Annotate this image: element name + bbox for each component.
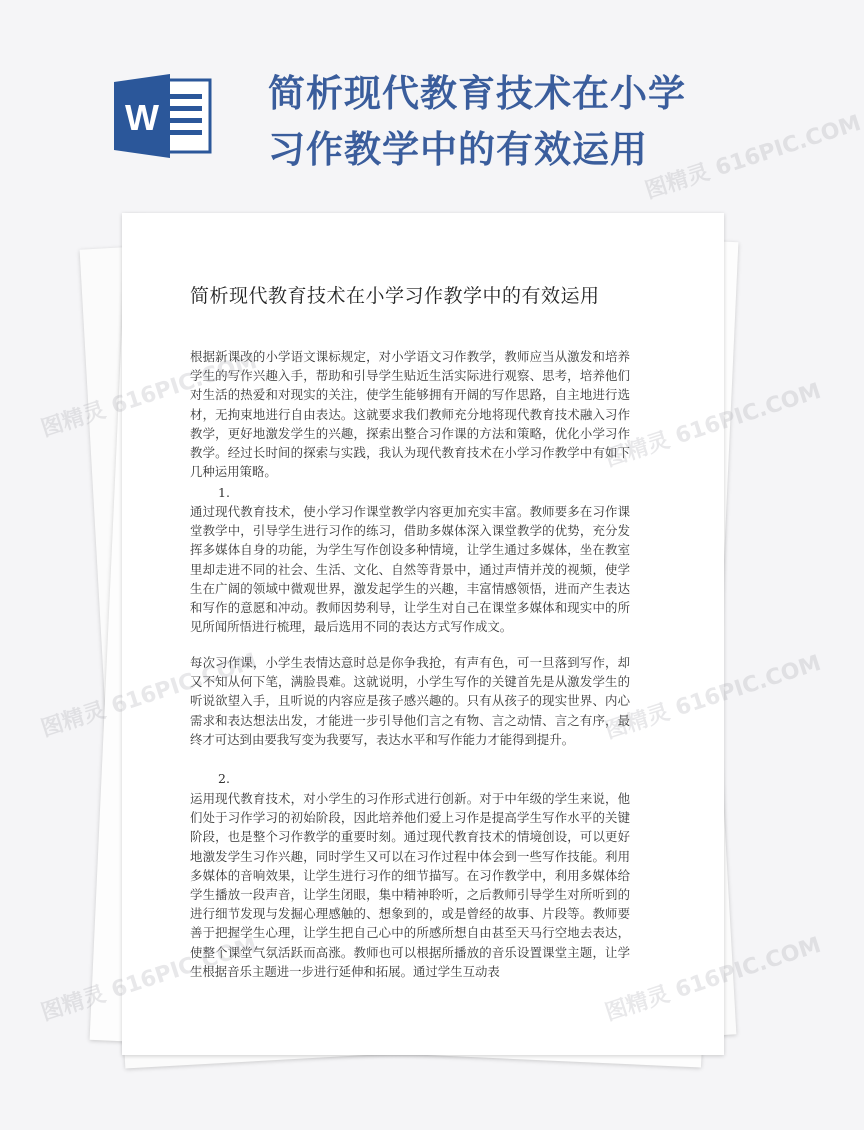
watermark: 图精灵 616PIC.COM <box>38 648 261 743</box>
section-1-paragraph: 通过现代教育技术，使小学习作课堂教学内容更加充实丰富。教师要多在习作课堂教学中，引导学生进行习作的练习，借助多媒体深入课堂教学的优势，充分发挥多媒体自身的功能，为学生写作创设多种情境，让学生通过多媒体，坐在教室里却走进不同的社会、生活、文化、自然等背景中，通过声情并茂的视频，使学生在广阔的领域中微观世界，激发起学生的兴趣，丰富情感领悟，进而产生表达和写作的意愿和冲动。教师因势利导，让学生对自己在课堂多媒体和现实中的所见所闻所悟进行梳理，最后选用不同的表达方式写作成文。 <box>190 504 630 635</box>
header-title: 简析现代教育技术在小学习作教学中的有效运用 <box>268 72 686 171</box>
watermark: 图精灵 616PIC.COM <box>602 650 825 745</box>
watermark: 图精灵 616PIC.COM <box>38 348 261 443</box>
word-document-icon <box>112 72 212 160</box>
document-title: 简析现代教育技术在小学习作教学中的有效运用 <box>190 285 600 307</box>
section-number: 1. <box>218 485 230 500</box>
section-number: 2. <box>218 771 230 786</box>
watermark: 图精灵 616PIC.COM <box>602 378 825 473</box>
document-page <box>122 213 724 1055</box>
intro-paragraph: 根据新课改的小学语文课标规定，对小学语文习作教学，教师应当从激发和培养学生的写作兴趣入手，帮助和引导学生贴近生活实际进行观察、思考，培养他们对生活的热爱和对现实的关注，使学生能够拥有开阔的写作思路，自主地进行选材，无拘束地进行自由表达。这就要求我们教师充分地将现代教育技术融入习作教学，更好地激发学生的兴趣，探索出整合习作课的方法和策略，优化小学习作教学。经过长时间的探索与实践，我认为现代教育技术在小学习作教学中有如下几种运用策略。 <box>190 349 630 480</box>
section-2-paragraph: 运用现代教育技术，对小学生的习作形式进行创新。对于中年级的学生来说，他们处于习作学习的初始阶段，因此培养他们爱上习作是提高学生写作水平的关键阶段，也是整个习作教学的重要时刻。通过现代教育技术的情境创设，可以更好地激发学生习作兴趣，同时学生又可以在习作过程中体会到一些写作技能。利用多媒体的音响效果，让学生进行习作的细节描写。在习作教学中，利用多媒体给学生播放一段声音，让学生闭眼，集中精神聆听，之后教师引导学生对所听到的进行细节发现与发掘心理感触的、想象到的，或是曾经的故事、片段等。教师要善于把握学生心理，让学生把自己心中的所感所想自由甚至天马行空地去表达，使整个课堂气氛活跃而高涨。教师也可以根据所播放的音乐设置课堂主题，让学生根据音乐主题进一步进行延伸和拓展。通过学生互动表 <box>190 791 630 979</box>
watermark: 图精灵 616PIC.COM <box>602 932 825 1027</box>
word-icon-letter: W <box>125 97 159 138</box>
watermark: 图精灵 616PIC.COM <box>642 110 864 205</box>
body-paragraph: 每次习作课，小学生表情达意时总是你争我抢，有声有色，可一旦落到写作，却又不知从何下笔，满脸畏难。这就说明，小学生写作的关键首先是从激发学生的听说欲望入手，且听说的内容应是孩子感兴趣的。只有从孩子的现实世界、内心需求和表达想法出发，才能进一步引导他们言之有物、言之动情、言之有序，最终才可达到由要我写变为我要写，表达水平和写作能力才能得到提升。 <box>190 655 630 747</box>
watermark: 图精灵 616PIC.COM <box>38 932 261 1027</box>
